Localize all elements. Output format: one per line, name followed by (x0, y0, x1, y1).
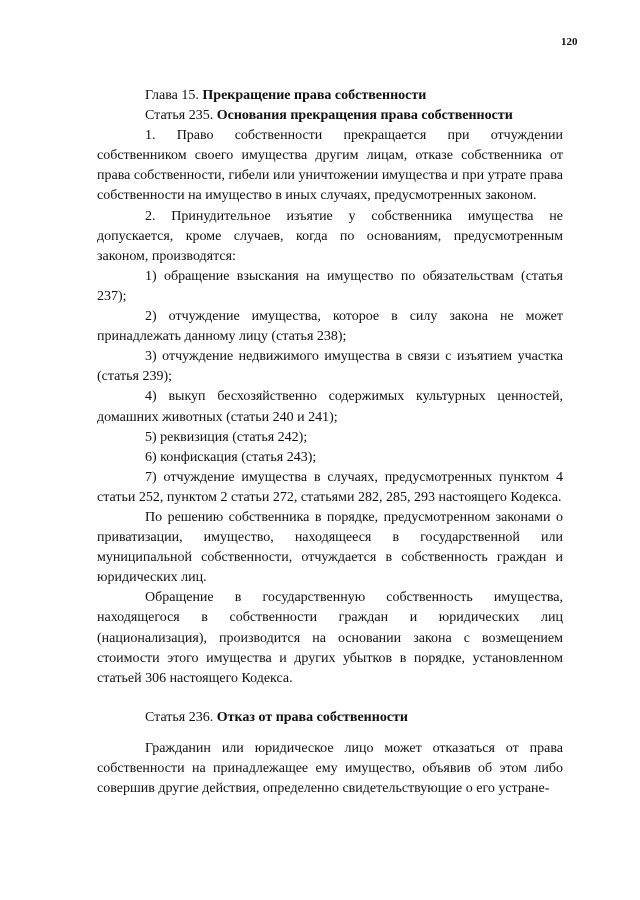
list-item: 2) отчуждение имущества, которое в силу закона не может принадлежать данному лицу (статья 238); (97, 309, 563, 345)
article-236-prefix: Статья 236. (145, 709, 214, 725)
article-235-title: Основания прекращения права собственности (216, 108, 513, 124)
list-item: 5) реквизиция (статья 242); (145, 429, 308, 445)
article-235-paragraph-3: По решению собственника в порядке, предусмотренном законами о приватизации, имущество, находящееся в государственной или муниципальной собственности, отчуждается в собственность граждан и юридических лиц. (97, 509, 563, 586)
article-235-paragraph-2: 2. Принудительное изъятие у собственника имущества не допускается, кроме случаев, когда по основаниям, предусмотренным законом, производятся: (97, 208, 563, 264)
chapter-title: Прекращение права собственности (202, 88, 427, 103)
list-item: 6) конфискация (статья 243); (145, 449, 317, 465)
list-item: 3) отчуждение недвижимого имущества в связи с изъятием участка (статья 239); (97, 349, 563, 385)
chapter-heading (97, 86, 563, 106)
text-column (97, 86, 563, 799)
article-236-heading (97, 708, 563, 728)
chapter-prefix: Глава 15. (145, 88, 199, 103)
list-item: 4) выкуп бесхозяйственно содержимых культурных ценностей, домашних животных (статьи 240 и 241); (97, 389, 563, 425)
article-235-prefix: Статья 235. (145, 108, 214, 124)
list-item: 7) отчуждение имущества в случаях, предусмотренных пунктом 4 статьи 252, пунктом 2 статьи 272, статьями 282, 285, 293 настоящего Кодекса. (97, 469, 563, 505)
article-235-paragraph-4: Обращение в государственную собственность имущества, находящегося в собственности граждан и юридических лиц (национализация), производится на основании закона с возмещением стоимости этого имущества и других убытков в порядке, установленном статьей 306 настоящего Кодекса. (97, 590, 563, 686)
article-236-title: Отказ от права собственности (216, 709, 408, 725)
article-235-heading (97, 106, 563, 126)
article-235-paragraph-1: 1. Право собственности прекращается при отчуждении собственником своего имущества другим лицам, отказе собственника от права собственности, гибели или уничтожении имущества и при утрате права собственности на имущество в иных случаях, предусмотренных законом. (97, 128, 563, 204)
article-236-paragraph-1: Гражданин или юридическое лицо может отказаться от права собственности на принадлежащее ему имущество, объявив об этом либо совершив другие действия, определенно свидетельствующие о его устране- (97, 740, 563, 797)
page-number: 120 (561, 36, 578, 48)
list-item: 1) обращение взыскания на имущество по обязательствам (статья 237); (97, 268, 563, 304)
